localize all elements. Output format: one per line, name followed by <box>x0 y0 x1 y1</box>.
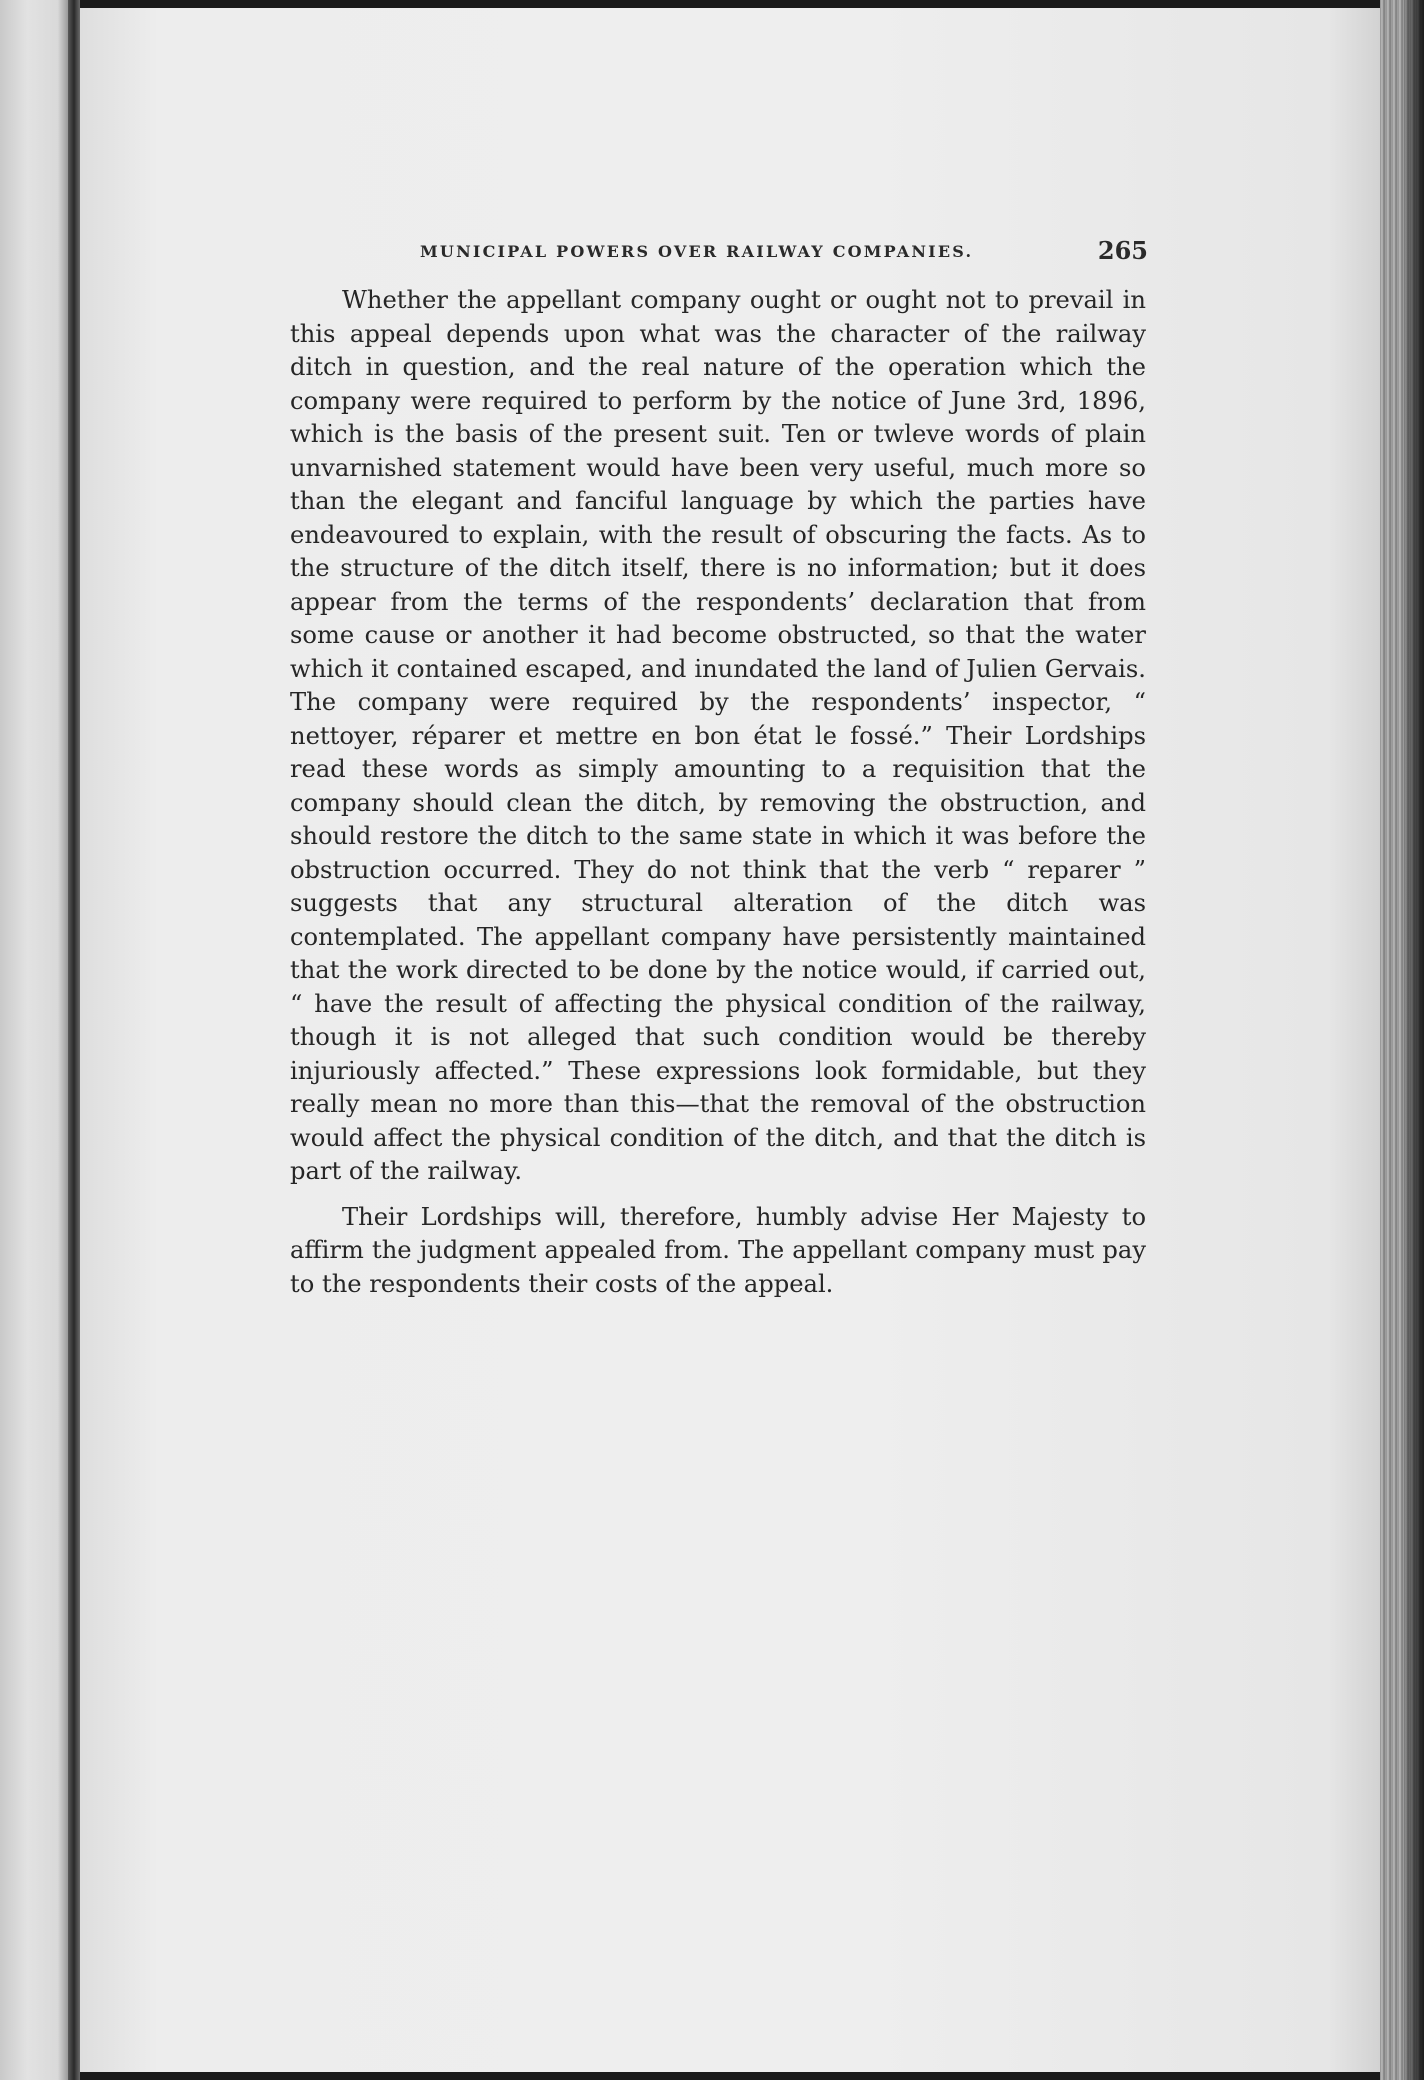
paragraph: Whether the appellant company ought or ought not to prevail in this appeal depends upon what was the character of the railway ditch in question, and the real nature of the operation which the company were required to perform by the notice of June 3rd, 1896, which is the basis of the present suit. Ten or twleve words of plain unvarnished statement would have been very useful, much more so than the elegant and fanciful language by which the parties have endeavoured to explain, with the result of obscuring the facts. As to the structure of the ditch itself, there is no information; but it does appear from the terms of the respondents’ declaration that from some cause or another it had become obstructed, so that the water which it contained escaped, and inundated the land of Julien Gervais. The company were required by the respondents’ inspector, “ nettoyer, réparer et mettre en bon état le fossé.” Their Lordships read these words as simply amounting to a requisition that the company should clean the ditch, by removing the obstruction, and should restore the ditch to the same state in which it was before the obstruction occurred. They do not think that the verb “ reparer ” suggests that any structural alteration of the ditch was contemplated. The appellant company have persistently maintained that the work directed to be done by the notice would, if carried out, “ have the result of affecting the physical condition of the railway, though it is not alleged that such condition would be thereby injuriously affected.” These expressions look formidable, but they really mean no more than this—that the removal of the obstruction would affect the physical condition of the ditch, and that the ditch is part of the railway. <box>290 286 1146 1185</box>
book-gutter <box>68 0 80 2080</box>
running-head <box>290 236 1160 276</box>
body-text <box>290 284 1146 1301</box>
page-number: 265 <box>1097 236 1148 265</box>
paragraph: Their Lordships will, therefore, humbly advise Her Majesty to affirm the judgment appealed from. The appellant company must pay to the respondents their costs of the appeal. <box>290 1202 1146 1298</box>
left-page-edge <box>0 0 68 2080</box>
page-edge-shadow <box>1404 0 1424 2080</box>
running-head-title: MUNICIPAL POWERS OVER RAILWAY COMPANIES. <box>420 242 974 261</box>
